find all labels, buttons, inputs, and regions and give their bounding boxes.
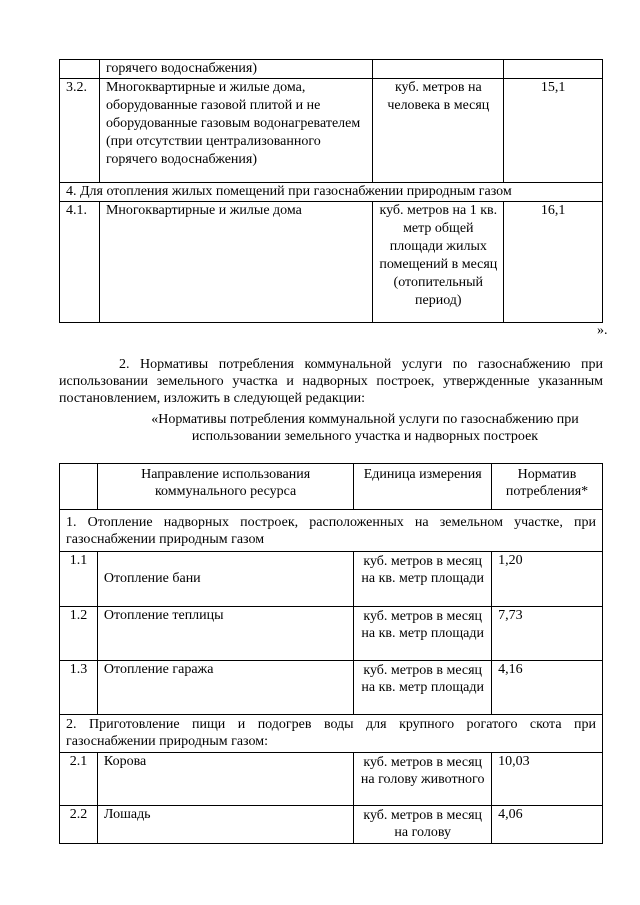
row-name: Отопление гаража (97, 661, 353, 715)
table-row (60, 607, 603, 661)
row-value: 10,03 (492, 753, 603, 806)
row-number (60, 60, 100, 79)
table-row (60, 552, 603, 607)
header-direction: Направление использования коммунального ресурса (97, 464, 353, 510)
paragraph-2: 2. Нормативы потребления коммунальной услуги по газоснабжению при использовании земельного участка и надворных построек, утвержденные указанным постановлением, изложить в следующей редакции: (59, 357, 603, 406)
row-value: 16,1 (504, 202, 603, 323)
table-row (60, 79, 603, 183)
row-number: 1.3 (60, 661, 98, 715)
row-value: 4,06 (492, 806, 603, 844)
row-name: Лошадь (97, 806, 353, 844)
table-row (60, 202, 603, 323)
row-number: 2.2 (60, 806, 98, 844)
row-name: горячего водоснабжения) (99, 60, 372, 79)
row-unit: куб. метров в месяц на кв. метр площади (354, 661, 492, 715)
table-row (60, 806, 603, 844)
closing-quote: ». (597, 323, 608, 338)
row-name: Многоквартирные и жилые дома, оборудованные газовой плитой и не оборудованные газовым водонагревателем (при отсутствии централизованного горячего водоснабжения) (99, 79, 372, 183)
section-heading: 2. Приготовление пищи и подогрев воды для крупного рогатого скота при газоснабжении природным газом: (60, 715, 603, 753)
row-value: 1,20 (492, 552, 603, 607)
section-row (60, 715, 603, 753)
row-number: 2.1 (60, 753, 98, 806)
row-value: 7,73 (492, 607, 603, 661)
table-row (60, 661, 603, 715)
row-unit: куб. метров на человека в месяц (373, 79, 504, 183)
row-name: Отопление теплицы (97, 607, 353, 661)
row-unit: куб. метров в месяц на кв. метр площади (354, 552, 492, 607)
header-number (60, 464, 98, 510)
land-plot-gas-norms-table (59, 463, 603, 844)
row-unit (373, 60, 504, 79)
table-title: «Нормативы потребления коммунальной услуги по газоснабжению при использовании земельного участка и надворных построек (151, 412, 579, 444)
row-name: Отопление бани (97, 552, 353, 607)
row-name: Многоквартирные и жилые дома (99, 202, 372, 323)
row-unit: куб. метров в месяц на голову (354, 806, 492, 844)
section-row (60, 183, 603, 202)
section-heading: 4. Для отопления жилых помещений при газоснабжении природным газом (60, 183, 603, 202)
row-unit: куб. метров в месяц на кв. метр площади (354, 607, 492, 661)
row-value: 15,1 (504, 79, 603, 183)
table-row (60, 753, 603, 806)
section-row (60, 510, 603, 552)
header-unit: Единица измерения (354, 464, 492, 510)
row-unit: куб. метров на 1 кв. метр общей площади жилых помещений в месяц (отопительный период) (373, 202, 504, 323)
row-value: 4,16 (492, 661, 603, 715)
row-name: Корова (97, 753, 353, 806)
header-norm: Норматив потребления* (492, 464, 603, 510)
row-unit: куб. метров в месяц на голову животного (354, 753, 492, 806)
consumption-norms-table-continued (59, 59, 603, 323)
row-number: 3.2. (60, 79, 100, 183)
table-row (60, 60, 603, 79)
row-number: 1.2 (60, 607, 98, 661)
row-value (504, 60, 603, 79)
row-number: 1.1 (60, 552, 98, 607)
row-number: 4.1. (60, 202, 100, 323)
table-header-row (60, 464, 603, 510)
section-heading: 1. Отопление надворных построек, расположенных на земельном участке, при газоснабжении природным газом (60, 510, 603, 552)
